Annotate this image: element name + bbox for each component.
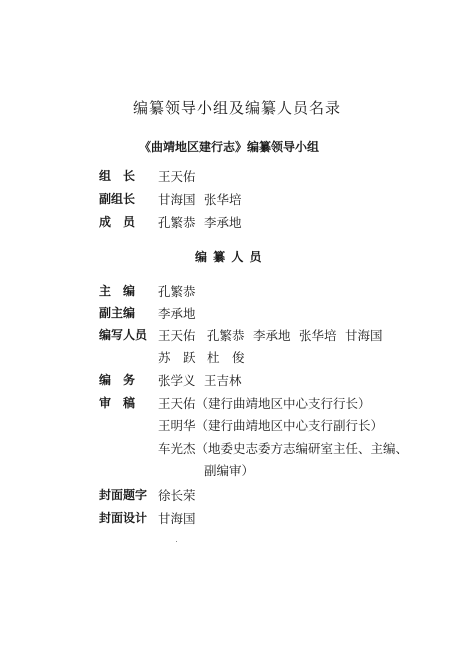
chief-editor-name: 孔繁恭 — [158, 284, 196, 299]
affairs-name-2: 王吉林 — [204, 373, 242, 388]
member-name-2: 李承地 — [204, 215, 242, 230]
deputy-leader-name-2: 张华培 — [204, 192, 242, 207]
cover-title-label: 封面题字 — [99, 488, 148, 502]
staff-section-title: 编 纂 人 员 — [195, 250, 263, 264]
reviewer-entry-continuation: 副编审） — [204, 463, 255, 478]
writer-name: 李承地 — [253, 328, 291, 343]
scan-speck — [176, 541, 177, 542]
writer-name: 王天佑 — [158, 328, 196, 343]
deputy-leader-label: 副组长 — [99, 192, 136, 206]
reviewer-entry: 王天佑（建行曲靖地区中心支行行长） — [158, 396, 371, 411]
writer-name: 苏 跃 — [158, 350, 196, 365]
chief-editor-label: 主 编 — [99, 284, 136, 298]
cover-title-name: 徐长荣 — [158, 488, 196, 503]
reviewer-entry: 车光杰（地委史志委方志编研室主任、主编、 — [158, 441, 409, 456]
writer-name: 杜 俊 — [207, 350, 245, 365]
cover-design-name: 甘海国 — [158, 511, 196, 526]
affairs-name-1: 张学义 — [158, 373, 196, 388]
review-label: 审 稿 — [99, 396, 136, 410]
cover-design-label: 封面设计 — [99, 511, 148, 525]
affairs-label: 编 务 — [99, 373, 136, 387]
writer-name: 张华培 — [299, 328, 337, 343]
deputy-editor-label: 副主编 — [99, 306, 136, 320]
deputy-editor-name: 李承地 — [158, 306, 196, 321]
writer-name: 甘海国 — [345, 328, 383, 343]
member-name-1: 孔繁恭 — [158, 215, 196, 230]
writers-label: 编写人员 — [99, 328, 148, 342]
deputy-leader-name-1: 甘海国 — [158, 192, 196, 207]
leader-label: 组 长 — [99, 169, 136, 183]
reviewer-entry: 王明华（建行曲靖地区中心支行副行长） — [158, 418, 384, 433]
member-label: 成 员 — [99, 215, 136, 229]
page-title: 编纂领导小组及编纂人员名录 — [133, 99, 342, 117]
leadership-group-title: 《曲靖地区建行志》编纂领导小组 — [139, 140, 320, 154]
leader-name: 王天佑 — [158, 169, 196, 184]
writer-name: 孔繁恭 — [207, 328, 245, 343]
